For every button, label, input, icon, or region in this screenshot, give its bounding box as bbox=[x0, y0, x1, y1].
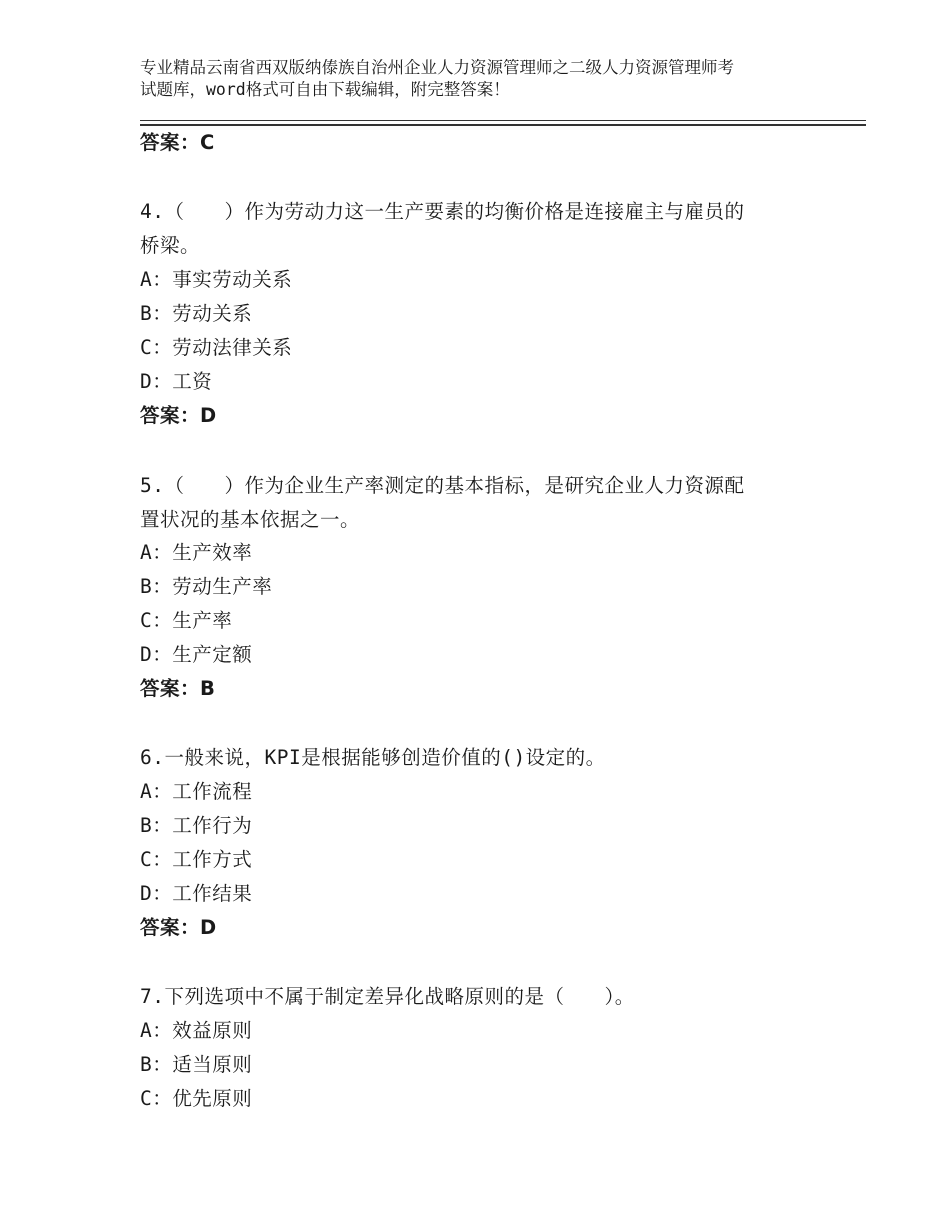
answer-3: 答案：C bbox=[140, 131, 215, 154]
question-5-option-b: B：劳动生产率 bbox=[140, 575, 273, 598]
question-6-option-b: B：工作行为 bbox=[140, 814, 253, 837]
question-7-option-a: A：效益原则 bbox=[140, 1019, 253, 1042]
answer-5: 答案：B bbox=[140, 677, 216, 700]
question-7-option-b: B：适当原则 bbox=[140, 1053, 253, 1076]
question-6-option-a: A：工作流程 bbox=[140, 780, 253, 803]
question-4-text-cont: 桥梁。 bbox=[140, 234, 201, 257]
page-header bbox=[140, 57, 830, 101]
question-7-text: 7.下列选项中不属于制定差异化战略原则的是（ ）。 bbox=[140, 985, 635, 1008]
question-4-option-b: B：劳动关系 bbox=[140, 302, 253, 325]
question-7-option-c: C：优先原则 bbox=[140, 1087, 253, 1110]
header-divider-thick bbox=[140, 124, 866, 126]
header-title-line-2: 试题库，word格式可自由下载编辑，附完整答案！ bbox=[140, 80, 510, 99]
header-divider bbox=[140, 120, 866, 121]
question-6-option-c: C：工作方式 bbox=[140, 848, 253, 871]
question-5-option-c: C：生产率 bbox=[140, 609, 233, 632]
question-6-option-d: D：工作结果 bbox=[140, 882, 253, 905]
question-4-option-d: D：工资 bbox=[140, 370, 213, 393]
question-5-option-d: D：生产定额 bbox=[140, 643, 253, 666]
question-4-option-c: C：劳动法律关系 bbox=[140, 336, 293, 359]
answer-6: 答案：D bbox=[140, 916, 217, 939]
question-4-option-a: A：事实劳动关系 bbox=[140, 268, 293, 291]
question-5-text: 5.（ ）作为企业生产率测定的基本指标，是研究企业人力资源配 bbox=[140, 474, 745, 497]
question-5-text-cont: 置状况的基本依据之一。 bbox=[140, 508, 361, 531]
answer-4: 答案：D bbox=[140, 404, 217, 427]
header-title-line-1: 专业精品云南省西双版纳傣族自治州企业人力资源管理师之二级人力资源管理师考 bbox=[140, 58, 734, 77]
question-6-text: 6.一般来说，KPI是根据能够创造价值的()设定的。 bbox=[140, 746, 606, 769]
question-4-text: 4.（ ）作为劳动力这一生产要素的均衡价格是连接雇主与雇员的 bbox=[140, 200, 745, 223]
question-5-option-a: A：生产效率 bbox=[140, 541, 253, 564]
